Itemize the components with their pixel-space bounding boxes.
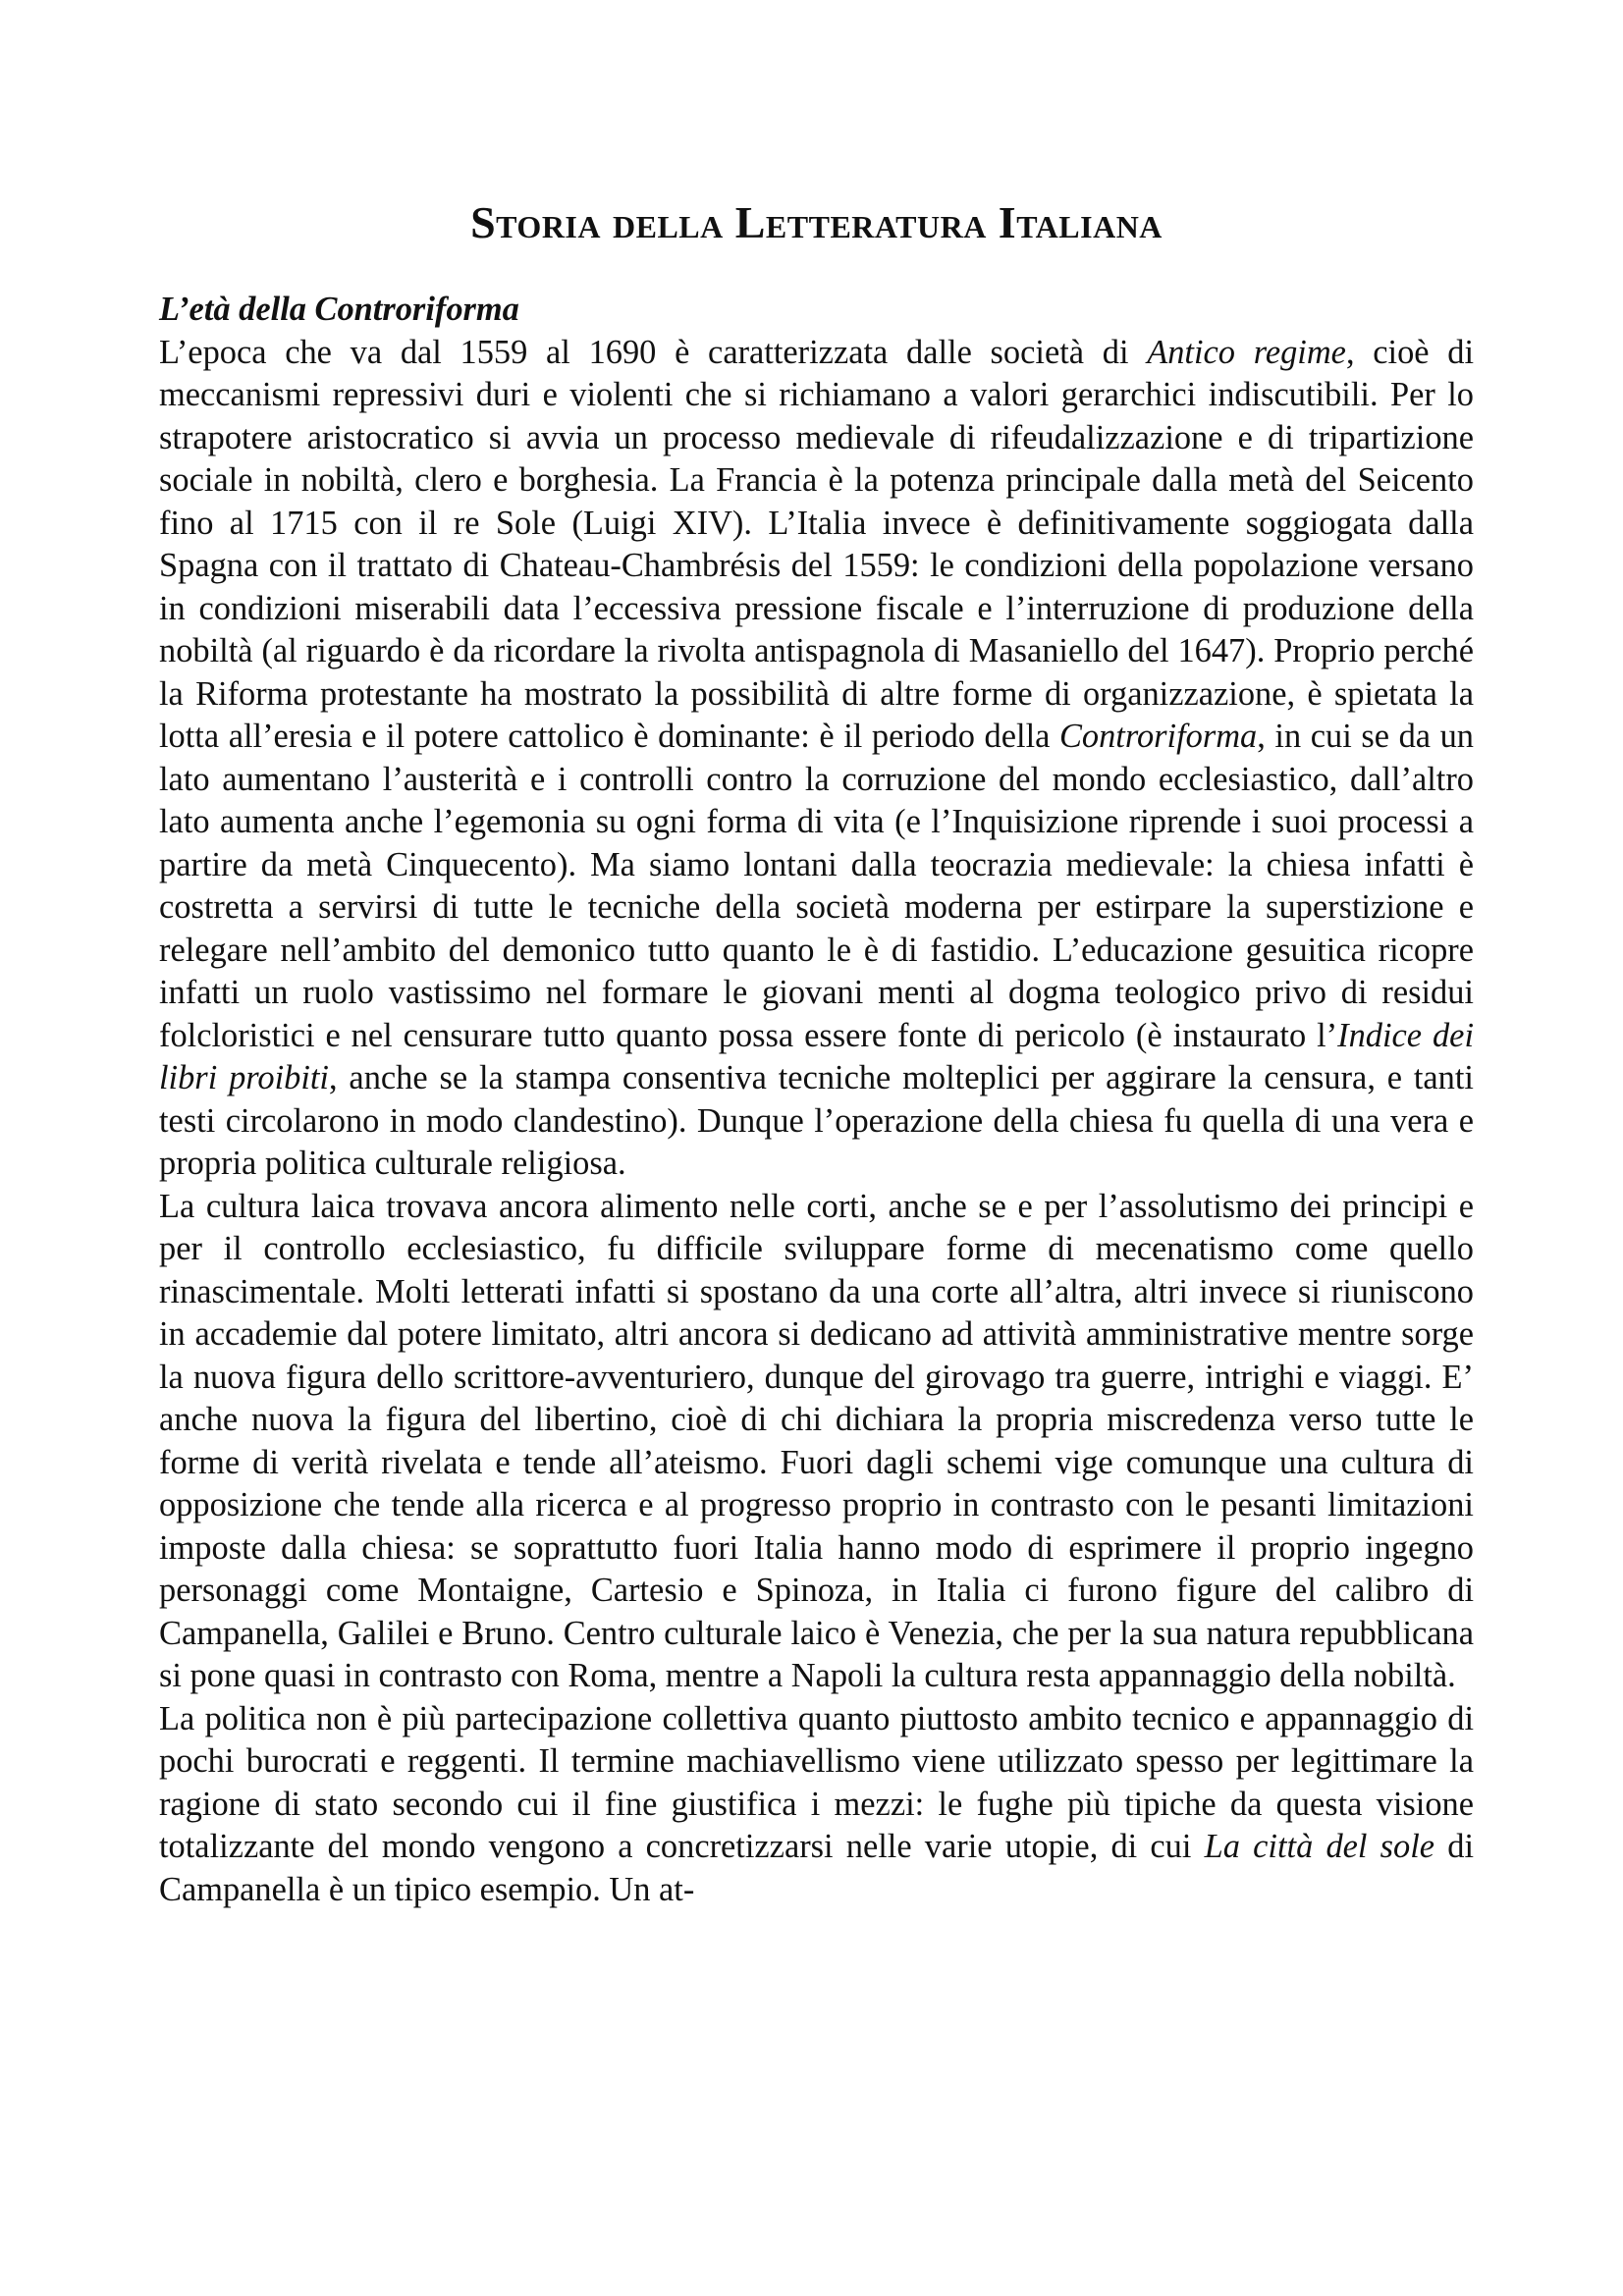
section-heading: L’età della Controriforma (159, 291, 519, 328)
italic-term: Controriforma (1058, 718, 1258, 755)
paragraph (159, 332, 1474, 1186)
paragraph-text: , cioè di meccanismi repressivi duri e violenti che si richiamano a valori gerarchici indiscutibili. Per lo strapotere aristocratico si avvia un processo medievale di rifeudalizzazione e di tripartizione sociale in nobiltà, clero e borghesia. La Francia è la potenza principale dalla metà del Seicento fino al 1715 con il re Sole (Luigi XIV). L’Italia invece è definitivamente soggiogata dalla Spagna con il trattato di Chateau-Chambrésis del 1559: le condizioni della popolazione versano in condizioni miserabili data l’eccessiva pressione fiscale e l’interruzione di produzione della nobiltà (al riguardo è da ricordare la rivolta antispagnola di Masaniello del 1647). Proprio perché la Riforma protestante ha mostrato la possibilità di altre forme di organizzazione, è spietata la lotta all’eresia e il potere cattolico è dominante: è il periodo della (159, 333, 1474, 755)
paragraph (159, 1186, 1474, 1698)
document-body (159, 289, 1474, 1911)
paragraph-text: di Campanella è un tipico esempio. Un at- (159, 1828, 1475, 1908)
paragraph-text: , in cui se da un lato aumentano l’austerità e i controlli contro la corruzione del mondo ecclesiastico, dall’altro lato aumenta anche l’egemonia su ogni forma di vita (e l’Inquisizione riprende i suoi processi a partire da metà Cinquecento). Ma siamo lontani dalla teocrazia medievale: la chiesa infatti è costretta a servirsi di tutte le tecniche della società moderna per estirpare la superstizione e relegare nell’ambito del demonico tutto quanto le è di fastidio. L’educazione gesuitica ricopre infatti un ruolo vastissimo nel formare le giovani menti al dogma teologico privo di residui folcloristici e nel censurare tutto quanto possa essere fonte di pericolo (è instaurato l’ (159, 718, 1474, 1054)
italic-term: Antico regime (1147, 333, 1346, 371)
paragraph-text: La politica non è più partecipazione collettiva quanto piuttosto ambito tecnico e appannaggio di pochi burocrati e reggenti. Il termine machiavellismo viene utilizzato spesso per legittimare la ragione di stato secondo cui il fine giustifica i mezzi: le fughe più tipiche da questa visione totalizzante del mondo vengono a concretizzarsi nelle varie utopie, di cui (159, 1699, 1474, 1865)
document-title: Storia della Letteratura Italiana (470, 197, 1163, 247)
paragraph-text: La cultura laica trovava ancora alimento nelle corti, anche se e per l’assolutismo dei principi e per il controllo ecclesiastico, fu difficile sviluppare forme di mecenatismo come quello rinascimentale. Molti letterati infatti si spostano da una corte all’altra, altri invece si riuniscono in accademie dal potere limitato, altri ancora si dedicano ad attività amministrative mentre sorge la nuova figura dello scrittore-avventuriero, dunque del girovago tra guerre, intrighi e viaggi. E’ anche nuova la figura del libertino, cioè di chi dichiara la propria miscredenza verso tutte le forme di verità rivelata e tende all’ateismo. Fuori dagli schemi vige comunque una cultura di opposizione che tende alla ricerca e al progresso proprio in contrasto con le pesanti limitazioni imposte dalla chiesa: se soprattutto fuori Italia hanno modo di esprimere il proprio ingegno personaggi come Montaigne, Cartesio e Spinoza, in Italia ci furono figure del calibro di Campanella, Galilei e Bruno. Centro culturale laico è Venezia, che per la sua natura repubblicana si pone quasi in contrasto con Roma, mentre a Napoli la cultura resta appannaggio della nobiltà. (159, 1187, 1474, 1694)
paragraph-text: L’epoca che va dal 1559 al 1690 è caratterizzata dalle società di (159, 333, 1148, 371)
paragraph (159, 1698, 1474, 1912)
italic-term: La città del sole (1204, 1828, 1435, 1865)
italic-term: Indice dei libri proibiti (159, 1016, 1474, 1096)
paragraph-text: , anche se la stampa consentiva tecniche molteplici per aggirare la censura, e tanti testi circolarono in modo clandestino). Dunque l’operazione della chiesa fu quella di una vera e propria politica culturale religiosa. (159, 1059, 1474, 1182)
